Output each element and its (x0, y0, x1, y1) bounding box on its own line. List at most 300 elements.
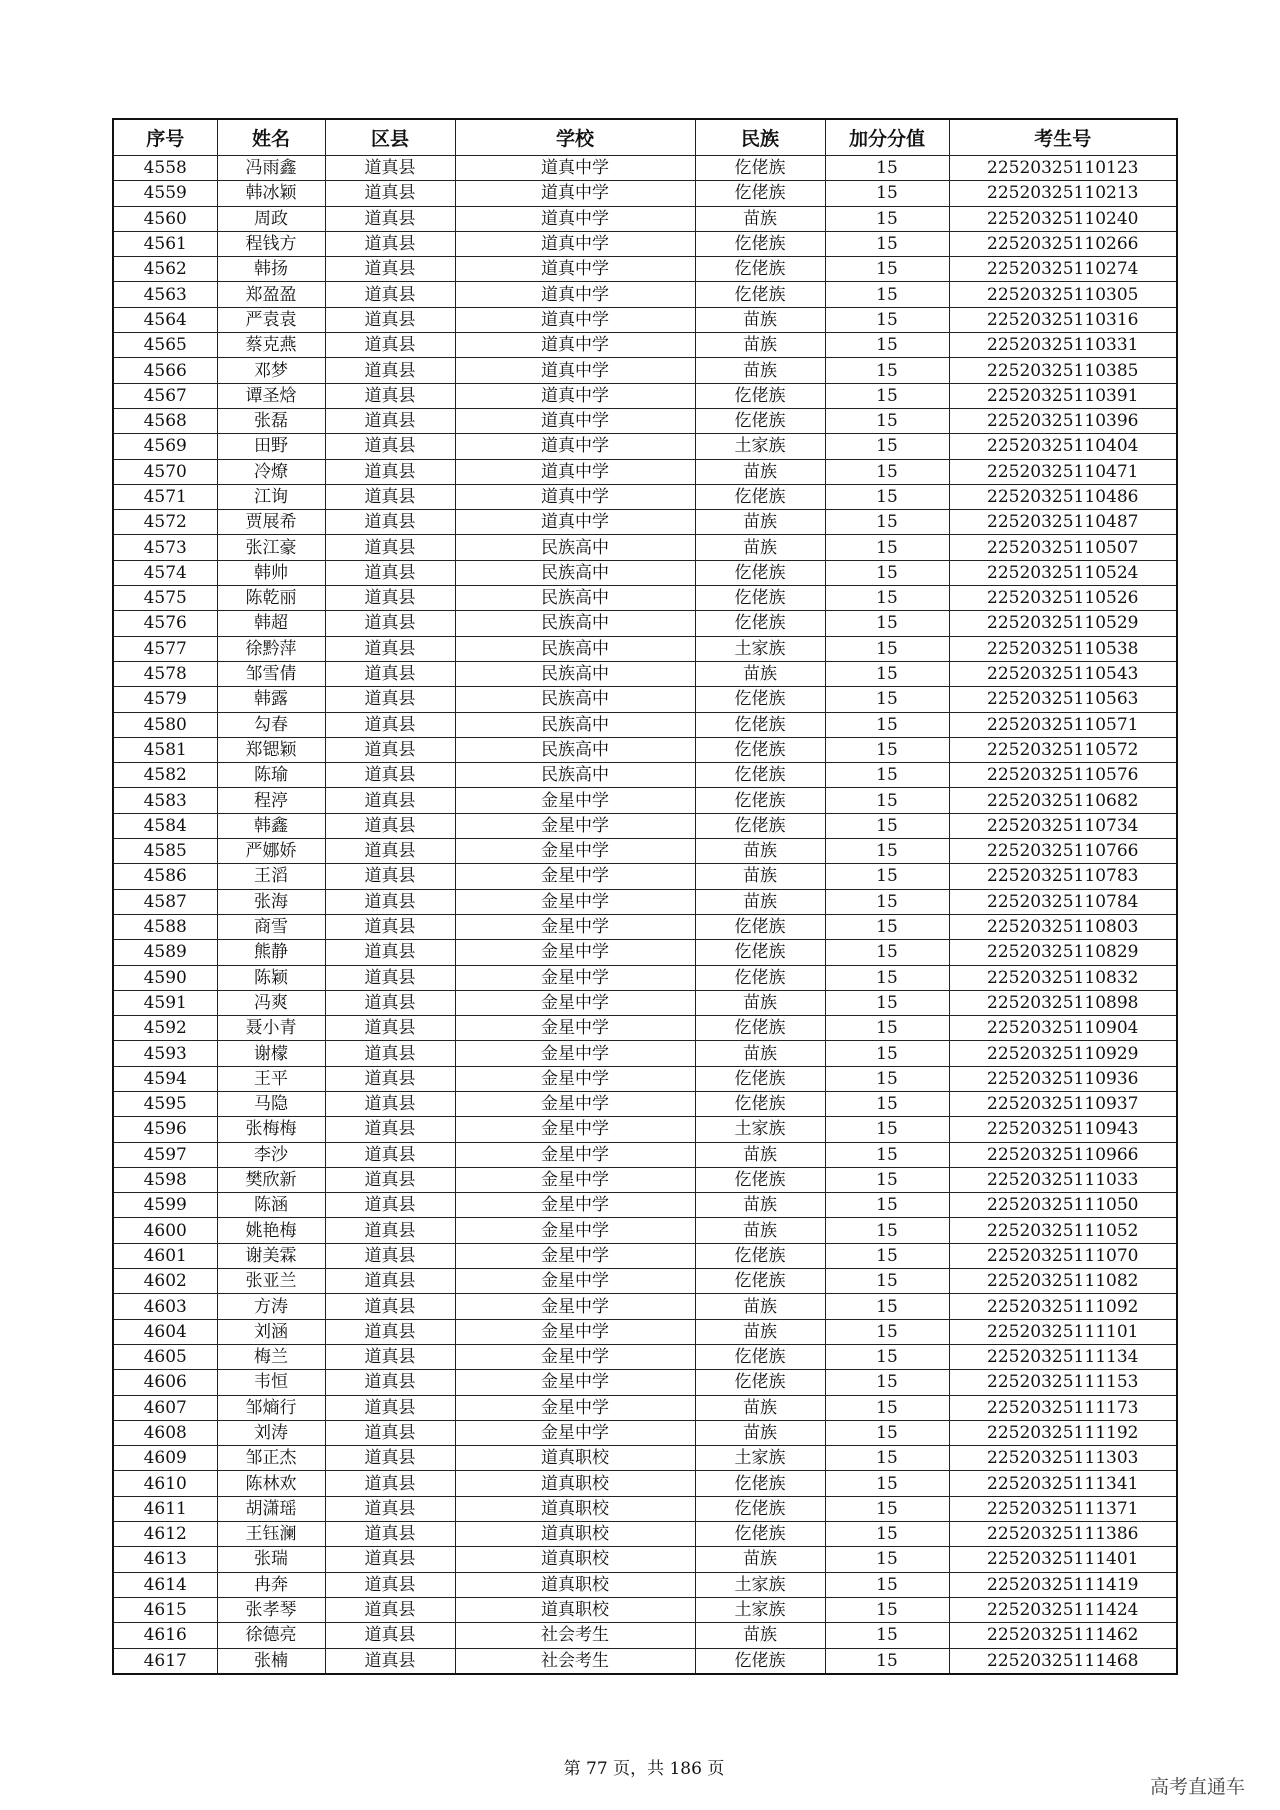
cell-ethnicity: 仡佬族 (695, 737, 825, 762)
table-row (113, 1471, 1177, 1496)
cell-exam-id: 22520325110396 (949, 408, 1177, 433)
cell-ethnicity: 仡佬族 (695, 1066, 825, 1091)
cell-ethnicity: 仡佬族 (695, 383, 825, 408)
cell-exam-id: 22520325110766 (949, 839, 1177, 864)
cell-bonus: 15 (825, 181, 949, 206)
cell-name: 陈瑜 (217, 763, 325, 788)
cell-county: 道真县 (325, 965, 455, 990)
cell-school: 民族高中 (455, 687, 695, 712)
cell-exam-id: 22520325111070 (949, 1243, 1177, 1268)
cell-name: 韩超 (217, 611, 325, 636)
cell-ethnicity: 苗族 (695, 661, 825, 686)
cell-name: 韩扬 (217, 257, 325, 282)
table-row (113, 282, 1177, 307)
cell-exam-id: 22520325110538 (949, 636, 1177, 661)
cell-seq: 4599 (113, 1193, 217, 1218)
cell-school: 金星中学 (455, 864, 695, 889)
cell-bonus: 15 (825, 156, 949, 181)
cell-school: 道真职校 (455, 1522, 695, 1547)
cell-school: 社会考生 (455, 1648, 695, 1674)
cell-exam-id: 22520325110563 (949, 687, 1177, 712)
cell-seq: 4591 (113, 990, 217, 1015)
cell-name: 邹熵行 (217, 1395, 325, 1420)
cell-bonus: 15 (825, 282, 949, 307)
cell-county: 道真县 (325, 1294, 455, 1319)
cell-name: 李沙 (217, 1142, 325, 1167)
cell-school: 金星中学 (455, 1344, 695, 1369)
cell-bonus: 15 (825, 586, 949, 611)
cell-seq: 4603 (113, 1294, 217, 1319)
cell-school: 金星中学 (455, 1420, 695, 1445)
cell-seq: 4595 (113, 1091, 217, 1116)
cell-exam-id: 22520325110572 (949, 737, 1177, 762)
cell-seq: 4593 (113, 1041, 217, 1066)
table-row (113, 1370, 1177, 1395)
cell-school: 道真中学 (455, 206, 695, 231)
table-row (113, 257, 1177, 282)
cell-school: 民族高中 (455, 737, 695, 762)
cell-exam-id: 22520325111386 (949, 1522, 1177, 1547)
cell-ethnicity: 苗族 (695, 1395, 825, 1420)
cell-ethnicity: 仡佬族 (695, 1522, 825, 1547)
cell-school: 金星中学 (455, 889, 695, 914)
table-row (113, 712, 1177, 737)
cell-ethnicity: 仡佬族 (695, 1016, 825, 1041)
cell-ethnicity: 仡佬族 (695, 282, 825, 307)
cell-county: 道真县 (325, 383, 455, 408)
cell-county: 道真县 (325, 687, 455, 712)
cell-county: 道真县 (325, 484, 455, 509)
cell-bonus: 15 (825, 864, 949, 889)
cell-exam-id: 22520325110274 (949, 257, 1177, 282)
cell-seq: 4614 (113, 1572, 217, 1597)
cell-bonus: 15 (825, 737, 949, 762)
table-row (113, 307, 1177, 332)
cell-seq: 4583 (113, 788, 217, 813)
cell-school: 金星中学 (455, 839, 695, 864)
cell-seq: 4604 (113, 1319, 217, 1344)
cell-exam-id: 22520325110507 (949, 535, 1177, 560)
cell-school: 道真中学 (455, 408, 695, 433)
cell-school: 道真中学 (455, 510, 695, 535)
cell-ethnicity: 仡佬族 (695, 1471, 825, 1496)
cell-school: 金星中学 (455, 1370, 695, 1395)
cell-ethnicity: 苗族 (695, 1193, 825, 1218)
cell-bonus: 15 (825, 307, 949, 332)
cell-name: 严袁袁 (217, 307, 325, 332)
cell-county: 道真县 (325, 1167, 455, 1192)
cell-bonus: 15 (825, 965, 949, 990)
cell-bonus: 15 (825, 1344, 949, 1369)
cell-ethnicity: 仡佬族 (695, 813, 825, 838)
table-row (113, 358, 1177, 383)
cell-ethnicity: 仡佬族 (695, 611, 825, 636)
cell-exam-id: 22520325110316 (949, 307, 1177, 332)
cell-county: 道真县 (325, 535, 455, 560)
cell-name: 商雪 (217, 914, 325, 939)
cell-seq: 4616 (113, 1623, 217, 1648)
cell-county: 道真县 (325, 1572, 455, 1597)
cell-bonus: 15 (825, 231, 949, 256)
cell-county: 道真县 (325, 1522, 455, 1547)
table-row (113, 1623, 1177, 1648)
cell-exam-id: 22520325110943 (949, 1117, 1177, 1142)
cell-bonus: 15 (825, 1420, 949, 1445)
cell-school: 道真职校 (455, 1496, 695, 1521)
cell-school: 道真中学 (455, 231, 695, 256)
cell-bonus: 15 (825, 510, 949, 535)
cell-seq: 4577 (113, 636, 217, 661)
cell-exam-id: 22520325110898 (949, 990, 1177, 1015)
table-row (113, 1446, 1177, 1471)
table-row (113, 408, 1177, 433)
cell-county: 道真县 (325, 813, 455, 838)
cell-school: 金星中学 (455, 1066, 695, 1091)
cell-exam-id: 22520325111134 (949, 1344, 1177, 1369)
cell-exam-id: 22520325110829 (949, 940, 1177, 965)
cell-exam-id: 22520325111303 (949, 1446, 1177, 1471)
table-row (113, 459, 1177, 484)
table-row (113, 813, 1177, 838)
cell-seq: 4586 (113, 864, 217, 889)
cell-seq: 4572 (113, 510, 217, 535)
column-header-county: 区县 (325, 119, 455, 156)
cell-seq: 4573 (113, 535, 217, 560)
cell-bonus: 15 (825, 1269, 949, 1294)
cell-school: 道真中学 (455, 484, 695, 509)
cell-school: 金星中学 (455, 940, 695, 965)
cell-county: 道真县 (325, 282, 455, 307)
cell-county: 道真县 (325, 1243, 455, 1268)
table-row (113, 535, 1177, 560)
table-row (113, 965, 1177, 990)
cell-bonus: 15 (825, 914, 949, 939)
cell-bonus: 15 (825, 358, 949, 383)
cell-bonus: 15 (825, 383, 949, 408)
cell-county: 道真县 (325, 889, 455, 914)
cell-bonus: 15 (825, 1572, 949, 1597)
table-row (113, 206, 1177, 231)
cell-name: 徐黔萍 (217, 636, 325, 661)
cell-seq: 4563 (113, 282, 217, 307)
table-row (113, 1319, 1177, 1344)
watermark: 高考直通车 (1150, 1776, 1246, 1798)
table-row (113, 333, 1177, 358)
table-header-row (113, 119, 1177, 156)
table-row (113, 1597, 1177, 1622)
cell-ethnicity: 仡佬族 (695, 1243, 825, 1268)
cell-county: 道真县 (325, 788, 455, 813)
cell-name: 陈涵 (217, 1193, 325, 1218)
cell-ethnicity: 苗族 (695, 1420, 825, 1445)
cell-exam-id: 22520325110526 (949, 586, 1177, 611)
cell-name: 邹雪倩 (217, 661, 325, 686)
cell-name: 王钰澜 (217, 1522, 325, 1547)
cell-seq: 4610 (113, 1471, 217, 1496)
cell-seq: 4569 (113, 434, 217, 459)
table-row (113, 611, 1177, 636)
cell-ethnicity: 苗族 (695, 510, 825, 535)
cell-seq: 4584 (113, 813, 217, 838)
cell-exam-id: 22520325111468 (949, 1648, 1177, 1674)
cell-exam-id: 22520325110783 (949, 864, 1177, 889)
cell-county: 道真县 (325, 611, 455, 636)
cell-seq: 4608 (113, 1420, 217, 1445)
cell-school: 金星中学 (455, 1041, 695, 1066)
cell-seq: 4592 (113, 1016, 217, 1041)
cell-ethnicity: 苗族 (695, 1319, 825, 1344)
cell-name: 勾春 (217, 712, 325, 737)
table-row (113, 1243, 1177, 1268)
column-header-exam-id: 考生号 (949, 119, 1177, 156)
table-row (113, 788, 1177, 813)
cell-school: 道真中学 (455, 307, 695, 332)
cell-exam-id: 22520325110734 (949, 813, 1177, 838)
cell-name: 周政 (217, 206, 325, 231)
cell-ethnicity: 苗族 (695, 1294, 825, 1319)
cell-county: 道真县 (325, 1091, 455, 1116)
cell-exam-id: 22520325110784 (949, 889, 1177, 914)
cell-name: 徐德亮 (217, 1623, 325, 1648)
cell-name: 陈颖 (217, 965, 325, 990)
cell-exam-id: 22520325110385 (949, 358, 1177, 383)
table-row (113, 1091, 1177, 1116)
cell-ethnicity: 苗族 (695, 206, 825, 231)
cell-school: 金星中学 (455, 1117, 695, 1142)
cell-bonus: 15 (825, 1066, 949, 1091)
cell-county: 道真县 (325, 181, 455, 206)
cell-seq: 4585 (113, 839, 217, 864)
cell-county: 道真县 (325, 1597, 455, 1622)
cell-exam-id: 22520325110936 (949, 1066, 1177, 1091)
cell-name: 张瑞 (217, 1547, 325, 1572)
cell-seq: 4594 (113, 1066, 217, 1091)
cell-ethnicity: 仡佬族 (695, 763, 825, 788)
cell-bonus: 15 (825, 535, 949, 560)
cell-school: 民族高中 (455, 586, 695, 611)
cell-ethnicity: 苗族 (695, 1142, 825, 1167)
cell-county: 道真县 (325, 763, 455, 788)
cell-ethnicity: 仡佬族 (695, 1496, 825, 1521)
cell-exam-id: 22520325110471 (949, 459, 1177, 484)
cell-school: 金星中学 (455, 1243, 695, 1268)
cell-seq: 4565 (113, 333, 217, 358)
cell-bonus: 15 (825, 839, 949, 864)
table-row (113, 484, 1177, 509)
cell-school: 金星中学 (455, 1269, 695, 1294)
table-row (113, 1420, 1177, 1445)
cell-name: 程钱方 (217, 231, 325, 256)
cell-school: 道真中学 (455, 459, 695, 484)
cell-bonus: 15 (825, 459, 949, 484)
cell-county: 道真县 (325, 1218, 455, 1243)
cell-bonus: 15 (825, 257, 949, 282)
cell-seq: 4568 (113, 408, 217, 433)
cell-bonus: 15 (825, 1471, 949, 1496)
cell-exam-id: 22520325110904 (949, 1016, 1177, 1041)
cell-school: 民族高中 (455, 636, 695, 661)
cell-seq: 4560 (113, 206, 217, 231)
cell-seq: 4609 (113, 1446, 217, 1471)
cell-county: 道真县 (325, 737, 455, 762)
cell-exam-id: 22520325110123 (949, 156, 1177, 181)
cell-county: 道真县 (325, 914, 455, 939)
cell-bonus: 15 (825, 434, 949, 459)
cell-school: 金星中学 (455, 813, 695, 838)
cell-ethnicity: 土家族 (695, 434, 825, 459)
cell-bonus: 15 (825, 1016, 949, 1041)
cell-ethnicity: 仡佬族 (695, 1269, 825, 1294)
cell-bonus: 15 (825, 1142, 949, 1167)
cell-seq: 4617 (113, 1648, 217, 1674)
cell-ethnicity: 苗族 (695, 864, 825, 889)
cell-county: 道真县 (325, 257, 455, 282)
cell-school: 道真职校 (455, 1597, 695, 1622)
cell-county: 道真县 (325, 333, 455, 358)
cell-ethnicity: 仡佬族 (695, 484, 825, 509)
table-row (113, 636, 1177, 661)
cell-name: 蔡克燕 (217, 333, 325, 358)
cell-county: 道真县 (325, 1193, 455, 1218)
cell-ethnicity: 苗族 (695, 839, 825, 864)
cell-name: 刘涵 (217, 1319, 325, 1344)
cell-bonus: 15 (825, 484, 949, 509)
cell-school: 金星中学 (455, 990, 695, 1015)
table-row (113, 1117, 1177, 1142)
cell-ethnicity: 苗族 (695, 459, 825, 484)
cell-bonus: 15 (825, 813, 949, 838)
cell-exam-id: 22520325110937 (949, 1091, 1177, 1116)
cell-exam-id: 22520325110266 (949, 231, 1177, 256)
cell-county: 道真县 (325, 990, 455, 1015)
cell-county: 道真县 (325, 636, 455, 661)
table-row (113, 661, 1177, 686)
cell-county: 道真县 (325, 661, 455, 686)
cell-ethnicity: 土家族 (695, 1572, 825, 1597)
cell-name: 张梅梅 (217, 1117, 325, 1142)
cell-seq: 4579 (113, 687, 217, 712)
cell-school: 道真职校 (455, 1446, 695, 1471)
cell-school: 金星中学 (455, 914, 695, 939)
cell-school: 金星中学 (455, 1167, 695, 1192)
cell-county: 道真县 (325, 1547, 455, 1572)
cell-school: 金星中学 (455, 1319, 695, 1344)
cell-school: 民族高中 (455, 535, 695, 560)
cell-seq: 4611 (113, 1496, 217, 1521)
cell-exam-id: 22520325111101 (949, 1319, 1177, 1344)
cell-exam-id: 22520325110487 (949, 510, 1177, 535)
cell-bonus: 15 (825, 1395, 949, 1420)
cell-exam-id: 22520325110240 (949, 206, 1177, 231)
cell-county: 道真县 (325, 1319, 455, 1344)
table-row (113, 940, 1177, 965)
cell-school: 金星中学 (455, 1193, 695, 1218)
cell-exam-id: 22520325110571 (949, 712, 1177, 737)
cell-seq: 4564 (113, 307, 217, 332)
column-header-name: 姓名 (217, 119, 325, 156)
cell-bonus: 15 (825, 1091, 949, 1116)
cell-name: 陈乾丽 (217, 586, 325, 611)
cell-seq: 4580 (113, 712, 217, 737)
table-row (113, 383, 1177, 408)
cell-bonus: 15 (825, 1243, 949, 1268)
cell-ethnicity: 苗族 (695, 1041, 825, 1066)
cell-name: 江询 (217, 484, 325, 509)
table-row (113, 763, 1177, 788)
cell-bonus: 15 (825, 1370, 949, 1395)
table-row (113, 560, 1177, 585)
cell-exam-id: 22520325110543 (949, 661, 1177, 686)
cell-seq: 4570 (113, 459, 217, 484)
cell-county: 道真县 (325, 1648, 455, 1674)
cell-county: 道真县 (325, 1471, 455, 1496)
cell-seq: 4566 (113, 358, 217, 383)
cell-ethnicity: 仡佬族 (695, 712, 825, 737)
cell-school: 道真职校 (455, 1572, 695, 1597)
cell-school: 道真中学 (455, 282, 695, 307)
cell-name: 冯爽 (217, 990, 325, 1015)
cell-school: 金星中学 (455, 1091, 695, 1116)
cell-school: 金星中学 (455, 1016, 695, 1041)
cell-name: 王平 (217, 1066, 325, 1091)
cell-school: 民族高中 (455, 763, 695, 788)
cell-name: 田野 (217, 434, 325, 459)
table-row (113, 231, 1177, 256)
cell-county: 道真县 (325, 1142, 455, 1167)
cell-ethnicity: 仡佬族 (695, 940, 825, 965)
cell-name: 严娜娇 (217, 839, 325, 864)
cell-bonus: 15 (825, 712, 949, 737)
cell-school: 金星中学 (455, 965, 695, 990)
cell-county: 道真县 (325, 1420, 455, 1445)
cell-county: 道真县 (325, 1117, 455, 1142)
table-row (113, 839, 1177, 864)
cell-ethnicity: 仡佬族 (695, 1370, 825, 1395)
cell-seq: 4600 (113, 1218, 217, 1243)
cell-school: 道真中学 (455, 383, 695, 408)
cell-county: 道真县 (325, 560, 455, 585)
table-row (113, 1041, 1177, 1066)
cell-bonus: 15 (825, 1623, 949, 1648)
cell-ethnicity: 苗族 (695, 1623, 825, 1648)
cell-seq: 4589 (113, 940, 217, 965)
cell-bonus: 15 (825, 1218, 949, 1243)
cell-seq: 4607 (113, 1395, 217, 1420)
cell-ethnicity: 苗族 (695, 990, 825, 1015)
cell-ethnicity: 仡佬族 (695, 586, 825, 611)
cell-name: 程渟 (217, 788, 325, 813)
cell-county: 道真县 (325, 510, 455, 535)
cell-ethnicity: 仡佬族 (695, 1344, 825, 1369)
cell-bonus: 15 (825, 1496, 949, 1521)
cell-bonus: 15 (825, 763, 949, 788)
cell-ethnicity: 苗族 (695, 307, 825, 332)
cell-ethnicity: 仡佬族 (695, 257, 825, 282)
cell-name: 聂小青 (217, 1016, 325, 1041)
table-row (113, 1294, 1177, 1319)
cell-county: 道真县 (325, 1344, 455, 1369)
cell-bonus: 15 (825, 1041, 949, 1066)
cell-exam-id: 22520325111462 (949, 1623, 1177, 1648)
cell-county: 道真县 (325, 459, 455, 484)
cell-seq: 4575 (113, 586, 217, 611)
cell-school: 道真中学 (455, 434, 695, 459)
cell-name: 谢檬 (217, 1041, 325, 1066)
cell-bonus: 15 (825, 1547, 949, 1572)
cell-county: 道真县 (325, 1370, 455, 1395)
cell-county: 道真县 (325, 206, 455, 231)
cell-bonus: 15 (825, 1167, 949, 1192)
